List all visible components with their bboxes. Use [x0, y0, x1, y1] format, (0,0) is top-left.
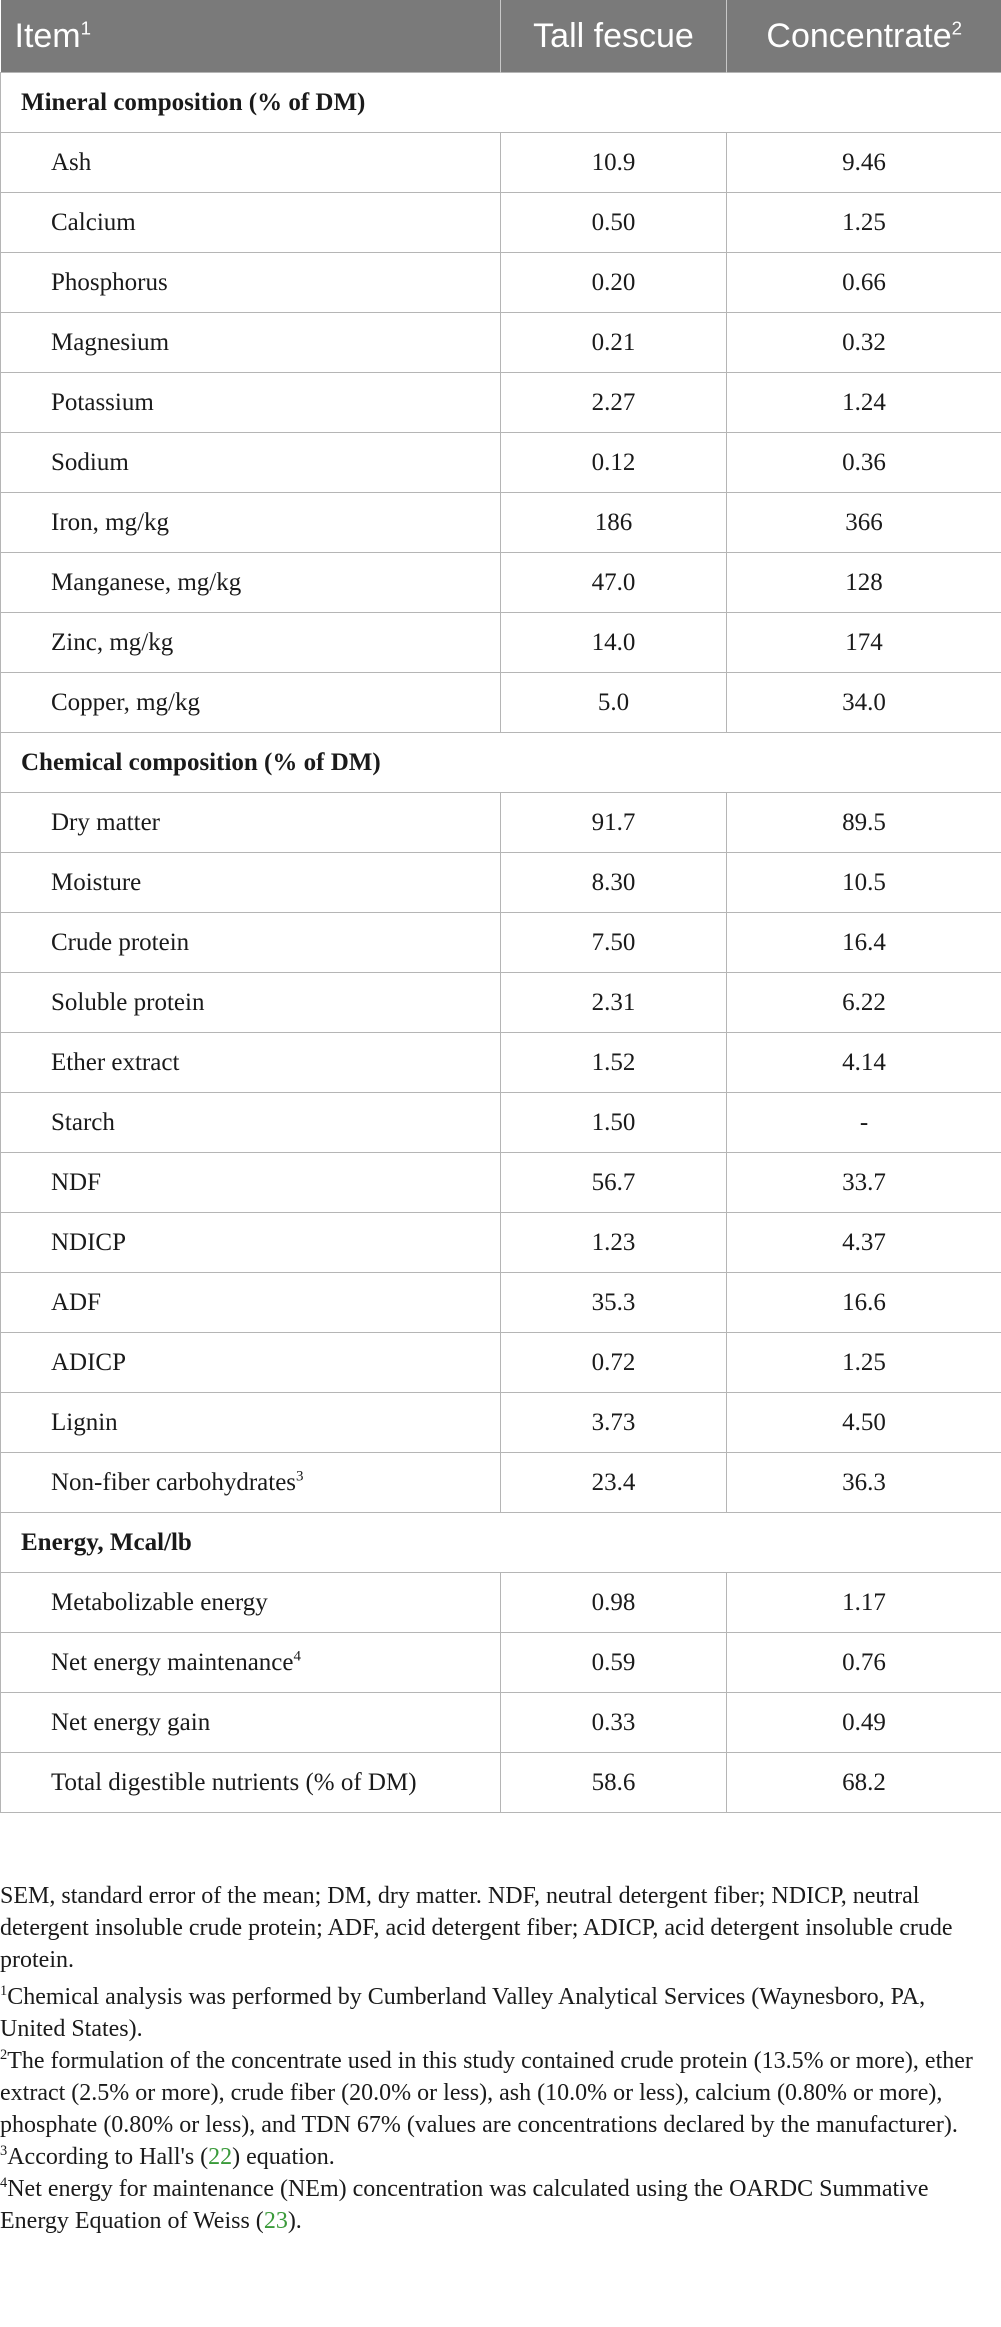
tall-fescue-value: 1.23: [501, 1213, 727, 1273]
concentrate-value: 10.5: [727, 853, 1001, 913]
tall-fescue-value: 0.21: [501, 313, 727, 373]
table-footnotes: [0, 1880, 990, 2237]
row-label: NDF: [51, 1168, 102, 1196]
section-row: [1, 733, 1001, 793]
table-row: [1, 253, 1001, 313]
tall-fescue-value: 1.50: [501, 1093, 727, 1153]
section-row: [1, 1513, 1001, 1573]
header-concentrate-footnote-mark: 2: [951, 17, 963, 39]
table-row: [1, 1153, 1001, 1213]
row-label-cell: [1, 1693, 501, 1753]
row-label-cell: [1, 1033, 501, 1093]
row-label-cell: [1, 1153, 501, 1213]
row-footnote-mark: 4: [293, 1648, 301, 1665]
tall-fescue-value: 0.50: [501, 193, 727, 253]
reference-link-23[interactable]: 23: [263, 2208, 288, 2234]
row-label-cell: [1, 1753, 501, 1813]
row-label: Net energy gain: [51, 1708, 211, 1736]
tall-fescue-value: 35.3: [501, 1273, 727, 1333]
concentrate-value: 34.0: [727, 673, 1001, 733]
concentrate-value: 366: [727, 493, 1001, 553]
row-label: NDICP: [51, 1228, 127, 1256]
row-label-cell: [1, 1333, 501, 1393]
table-body: [1, 73, 1001, 1813]
row-label-cell: [1, 553, 501, 613]
row-label: Metabolizable energy: [51, 1588, 268, 1616]
table-row: [1, 1093, 1001, 1153]
row-label-cell: [1, 253, 501, 313]
header-item-footnote-mark: 1: [80, 17, 92, 39]
row-label-cell: [1, 1633, 501, 1693]
table-row: [1, 193, 1001, 253]
concentrate-value: 4.37: [727, 1213, 1001, 1273]
table-row: [1, 1753, 1001, 1813]
row-label-cell: [1, 313, 501, 373]
row-label: Lignin: [51, 1408, 118, 1436]
concentrate-value: -: [727, 1093, 1001, 1153]
footnote-4-mark: 4: [0, 2175, 8, 2191]
table-row: [1, 1213, 1001, 1273]
row-label-cell: [1, 1573, 501, 1633]
row-label: ADICP: [51, 1348, 127, 1376]
table-header: [1, 0, 1001, 73]
row-label-cell: [1, 973, 501, 1033]
tall-fescue-value: 0.59: [501, 1633, 727, 1693]
table-row: [1, 133, 1001, 193]
tall-fescue-value: 58.6: [501, 1753, 727, 1813]
row-label: Zinc, mg/kg: [51, 628, 174, 656]
footnote-4: [0, 2173, 990, 2237]
table-row: [1, 853, 1001, 913]
row-label: Magnesium: [51, 328, 170, 356]
row-label: Sodium: [51, 448, 129, 476]
table-row: [1, 493, 1001, 553]
concentrate-value: 0.32: [727, 313, 1001, 373]
concentrate-value: 89.5: [727, 793, 1001, 853]
row-label: Phosphorus: [51, 268, 168, 296]
concentrate-value: 1.25: [727, 193, 1001, 253]
row-label-cell: [1, 1453, 501, 1513]
table-row: [1, 1333, 1001, 1393]
footnote-1-mark: 1: [0, 1983, 8, 1999]
tall-fescue-value: 0.33: [501, 1693, 727, 1753]
table-row: [1, 613, 1001, 673]
footnote-3: [0, 2141, 990, 2173]
table-row: [1, 793, 1001, 853]
concentrate-value: 0.36: [727, 433, 1001, 493]
table-row: [1, 1453, 1001, 1513]
reference-link-22[interactable]: 22: [208, 2144, 233, 2170]
concentrate-value: 16.6: [727, 1273, 1001, 1333]
row-label: Starch: [51, 1108, 115, 1136]
concentrate-value: 0.66: [727, 253, 1001, 313]
table-row: [1, 1573, 1001, 1633]
concentrate-value: 1.24: [727, 373, 1001, 433]
row-label-cell: [1, 193, 501, 253]
row-label-cell: [1, 1093, 501, 1153]
table-row: [1, 1393, 1001, 1453]
footnote-4-text-post: ).: [287, 2208, 302, 2234]
footnote-2-mark: 2: [0, 2047, 8, 2063]
row-label: Soluble protein: [51, 988, 205, 1016]
row-label-cell: [1, 1273, 501, 1333]
section-row: [1, 73, 1001, 133]
footnote-3-text-post: ) equation.: [232, 2144, 335, 2170]
tall-fescue-value: 2.31: [501, 973, 727, 1033]
table-row: [1, 1633, 1001, 1693]
section-title: Energy, Mcal/lb: [1, 1513, 1001, 1573]
footnote-3-mark: 3: [0, 2143, 8, 2159]
row-label: Ash: [51, 148, 92, 176]
row-label: Copper, mg/kg: [51, 688, 200, 716]
row-label-cell: [1, 793, 501, 853]
row-label: Non-fiber carbohydrates: [51, 1468, 297, 1496]
concentrate-value: 1.17: [727, 1573, 1001, 1633]
footnote-2: [0, 2045, 990, 2141]
table-row: [1, 553, 1001, 613]
tall-fescue-value: 8.30: [501, 853, 727, 913]
row-label-cell: [1, 493, 501, 553]
concentrate-value: 33.7: [727, 1153, 1001, 1213]
tall-fescue-value: 91.7: [501, 793, 727, 853]
row-label: Ether extract: [51, 1048, 180, 1076]
tall-fescue-value: 14.0: [501, 613, 727, 673]
row-label-cell: [1, 673, 501, 733]
concentrate-value: 68.2: [727, 1753, 1001, 1813]
footnote-3-text-pre: According to Hall's (: [7, 2144, 209, 2170]
table-row: [1, 673, 1001, 733]
footnote-1-text: Chemical analysis was performed by Cumberland Valley Analytical Services (Waynesboro, PA, United States).: [0, 1984, 926, 2042]
footnote-4-text-pre: Net energy for maintenance (NEm) concentration was calculated using the OARDC Summative Energy Equation of Weiss (: [0, 2176, 929, 2234]
tall-fescue-value: 56.7: [501, 1153, 727, 1213]
row-label-cell: [1, 1393, 501, 1453]
section-title: Chemical composition (% of DM): [1, 733, 1001, 793]
tall-fescue-value: 0.72: [501, 1333, 727, 1393]
row-label: Moisture: [51, 868, 142, 896]
concentrate-value: 0.49: [727, 1693, 1001, 1753]
header-concentrate-label: Concentrate: [766, 16, 952, 55]
table-row: [1, 973, 1001, 1033]
tall-fescue-value: 186: [501, 493, 727, 553]
tall-fescue-value: 5.0: [501, 673, 727, 733]
tall-fescue-value: 3.73: [501, 1393, 727, 1453]
concentrate-value: 6.22: [727, 973, 1001, 1033]
concentrate-value: 4.14: [727, 1033, 1001, 1093]
row-label-cell: [1, 913, 501, 973]
row-label-cell: [1, 373, 501, 433]
header-tall-fescue: Tall fescue: [501, 0, 727, 73]
concentrate-value: 16.4: [727, 913, 1001, 973]
abbreviations-note: SEM, standard error of the mean; DM, dry matter. NDF, neutral detergent fiber; NDICP, neutral detergent insoluble crude protein; ADF, acid detergent fiber; ADICP, acid detergent insoluble crude protein.: [0, 1883, 953, 1973]
row-label: Iron, mg/kg: [51, 508, 170, 536]
footnote-2-text: The formulation of the concentrate used in this study contained crude protein (13.5% or more), ether extract (2.5% or more), crude fiber (20.0% or less), ash (10.0% or less), calcium (0.80% or more), phosphate (0.80% or less), and TDN 67% (values are concentrations declared by the manufacturer).: [0, 2048, 973, 2138]
concentrate-value: 128: [727, 553, 1001, 613]
tall-fescue-value: 7.50: [501, 913, 727, 973]
tall-fescue-value: 0.12: [501, 433, 727, 493]
tall-fescue-value: 1.52: [501, 1033, 727, 1093]
row-label-cell: [1, 613, 501, 673]
row-label: Manganese, mg/kg: [51, 568, 242, 596]
header-item-label: Item: [14, 16, 81, 55]
tall-fescue-value: 47.0: [501, 553, 727, 613]
table-row: [1, 1033, 1001, 1093]
header-row: [1, 0, 1001, 73]
header-concentrate: [727, 0, 1001, 73]
row-label-cell: [1, 1213, 501, 1273]
row-label-cell: [1, 133, 501, 193]
row-label-cell: [1, 433, 501, 493]
section-title: Mineral composition (% of DM): [1, 73, 1001, 133]
row-footnote-mark: 3: [296, 1468, 304, 1485]
tall-fescue-value: 0.20: [501, 253, 727, 313]
table-row: [1, 313, 1001, 373]
concentrate-value: 174: [727, 613, 1001, 673]
concentrate-value: 0.76: [727, 1633, 1001, 1693]
header-item: [1, 0, 501, 73]
concentrate-value: 4.50: [727, 1393, 1001, 1453]
row-label: Total digestible nutrients (% of DM): [51, 1768, 417, 1796]
row-label: ADF: [51, 1288, 102, 1316]
concentrate-value: 36.3: [727, 1453, 1001, 1513]
row-label-cell: [1, 853, 501, 913]
row-label: Calcium: [51, 208, 136, 236]
tall-fescue-value: 23.4: [501, 1453, 727, 1513]
table-row: [1, 1273, 1001, 1333]
table-row: [1, 373, 1001, 433]
concentrate-value: 9.46: [727, 133, 1001, 193]
tall-fescue-value: 0.98: [501, 1573, 727, 1633]
row-label: Net energy maintenance: [51, 1648, 294, 1676]
row-label: Potassium: [51, 388, 154, 416]
table-row: [1, 913, 1001, 973]
tall-fescue-value: 2.27: [501, 373, 727, 433]
table-row: [1, 1693, 1001, 1753]
row-label: Dry matter: [51, 808, 160, 836]
tall-fescue-value: 10.9: [501, 133, 727, 193]
row-label: Crude protein: [51, 928, 190, 956]
concentrate-value: 1.25: [727, 1333, 1001, 1393]
footnote-1: [0, 1981, 990, 2045]
table-row: [1, 433, 1001, 493]
